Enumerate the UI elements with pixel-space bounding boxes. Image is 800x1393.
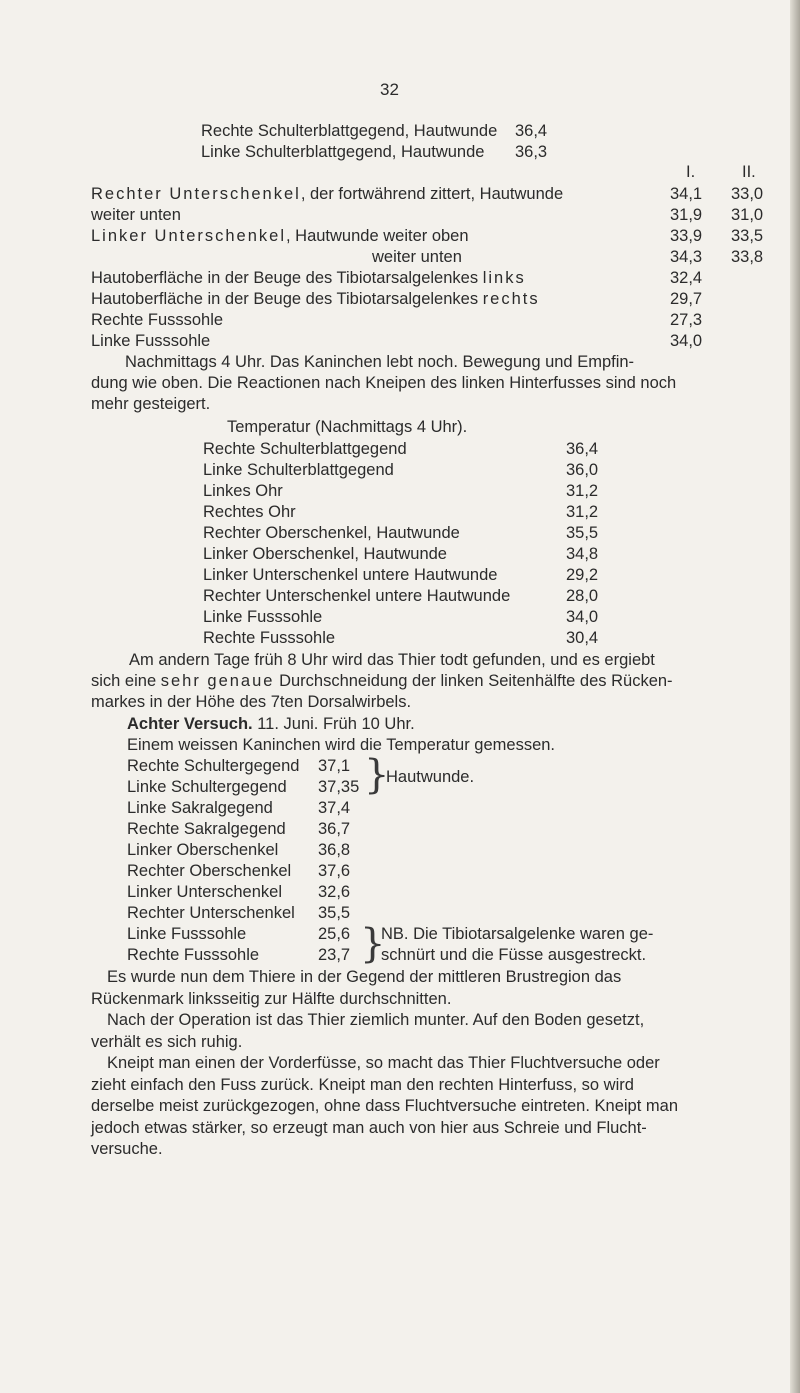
table-row-value: 31,2: [566, 482, 599, 500]
table-row-value: 34,8: [566, 545, 599, 563]
table-row-label: Rechte Schultergegend: [127, 757, 300, 775]
table-row-value: 31,2: [566, 503, 599, 521]
paragraph-line: Nach der Operation ist das Thier ziemlich munter. Auf den Boden gesetzt,: [107, 1011, 645, 1029]
table-row-label: Rechte Sakralgegend: [127, 820, 286, 838]
value-i: 34,0: [670, 332, 703, 350]
experiment-heading: [127, 716, 415, 733]
value-i: 33,9: [670, 227, 703, 245]
value-i: 27,3: [670, 311, 703, 329]
table-row-label: Linke Fusssohle: [127, 925, 247, 943]
table-row-value: 34,0: [566, 608, 599, 626]
table-row-value: 36,4: [566, 440, 599, 458]
paragraph-line: dung wie oben. Die Reactionen nach Kneipen des linken Hinterfusses sind noch: [91, 374, 677, 392]
table-row-label: Rechte Fusssohle: [91, 311, 224, 329]
table-row-value: 37,4: [318, 799, 351, 817]
text-run: sich eine: [91, 672, 157, 690]
table-row-label: Rechte Fusssohle: [127, 946, 260, 964]
value-i: 29,7: [670, 290, 703, 308]
table-row-label: Linke Fusssohle: [91, 332, 211, 350]
table-row-label: [91, 270, 526, 287]
table-row-value: 32,6: [318, 883, 351, 901]
emphasis: sehr genaue: [160, 672, 275, 690]
brace-label: Hautwunde.: [386, 768, 475, 786]
table-row-value: 36,4: [515, 122, 548, 140]
table-row-label: weiter unten: [91, 206, 181, 224]
table-row-label: Rechter Oberschenkel: [127, 862, 292, 880]
table-row-value: 36,3: [515, 143, 548, 161]
value-i: 34,1: [670, 185, 703, 203]
table-row-label: [91, 291, 540, 308]
label-rest: , Hautwunde weiter oben: [286, 227, 469, 245]
value-ii: 33,0: [731, 185, 764, 203]
table-row-label: Rechter Unterschenkel untere Hautwunde: [203, 587, 511, 605]
label-rest: Hautoberfläche in der Beuge des Tibiotarsalgelenkes: [91, 290, 479, 308]
paragraph-line: Nachmittags 4 Uhr. Das Kaninchen lebt noch. Bewegung und Empfin-: [125, 353, 635, 371]
emphasis: Linker Unterschenkel: [91, 227, 286, 245]
table-row-label: Linke Schulterblattgegend, Hautwunde: [201, 143, 485, 161]
table-row-label: Linker Oberschenkel, Hautwunde: [203, 545, 447, 563]
table-row-label: Linke Fusssohle: [203, 608, 323, 626]
value-ii: 33,5: [731, 227, 764, 245]
paragraph-line: Rückenmark linksseitig zur Hälfte durchschnitten.: [91, 990, 452, 1008]
emphasis: rechts: [482, 290, 540, 308]
experiment-date: 11. Juni. Früh 10 Uhr.: [257, 715, 415, 733]
paragraph-line: Am andern Tage früh 8 Uhr wird das Thier todt gefunden, und es ergiebt: [129, 651, 655, 669]
table-row-label: Linker Unterschenkel untere Hautwunde: [203, 566, 498, 584]
table-row-label: [91, 186, 563, 203]
table-row-label: Rechter Oberschenkel, Hautwunde: [203, 524, 460, 542]
table-row-label: Rechtes Ohr: [203, 503, 296, 521]
paragraph-line: mehr gesteigert.: [91, 395, 211, 413]
value-ii: 31,0: [731, 206, 764, 224]
table-row-value: 36,0: [566, 461, 599, 479]
table-row-value: 28,0: [566, 587, 599, 605]
text-run: Durchschneidung der linken Seitenhälfte des Rücken-: [279, 672, 673, 690]
brace-glyph: }: [364, 752, 390, 798]
paragraph-line: markes in der Höhe des 7ten Dorsalwirbels.: [91, 693, 412, 711]
table-row-label: Rechte Schulterblattgegend: [203, 440, 407, 458]
paragraph-line: Kneipt man einen der Vorderfüsse, so macht das Thier Fluchtversuche oder: [107, 1054, 660, 1072]
paragraph-line: verhält es sich ruhig.: [91, 1033, 243, 1051]
label-rest: , der fortwährend zittert, Hautwunde: [300, 185, 564, 203]
table-row-value: 29,2: [566, 566, 599, 584]
table-row-label: Linke Schultergegend: [127, 778, 287, 796]
table-row-value: 37,1: [318, 757, 351, 775]
table-row-label: Rechter Unterschenkel: [127, 904, 295, 922]
label-rest: Hautoberfläche in der Beuge des Tibiotarsalgelenkes: [91, 269, 479, 287]
table-row-value: 25,6: [318, 925, 351, 943]
table-row-value: 37,35: [318, 778, 360, 796]
emphasis: Rechter Unterschenkel: [91, 185, 301, 203]
table-row-label: Rechte Fusssohle: [203, 629, 336, 647]
section-heading: Temperatur (Nachmittags 4 Uhr).: [227, 418, 468, 436]
page-number: 32: [380, 80, 399, 99]
paragraph-line: [91, 673, 673, 690]
brace-glyph: }: [360, 921, 386, 967]
table-row-value: 36,7: [318, 820, 351, 838]
paragraph-line: derselbe meist zurückgezogen, ohne dass Fluchtversuche eintreten. Kneipt man: [91, 1097, 678, 1115]
table-row-label: Linke Sakralgegend: [127, 799, 273, 817]
table-row-label: Rechte Schulterblattgegend, Hautwunde: [201, 122, 498, 140]
note-line: schnürt und die Füsse ausgestreckt.: [381, 946, 647, 964]
column-header-ii: II.: [742, 163, 756, 181]
table-row-value: 37,6: [318, 862, 351, 880]
paragraph-line: jedoch etwas stärker, so erzeugt man auch von hier aus Schreie und Flucht-: [91, 1119, 647, 1137]
table-row-label: Linkes Ohr: [203, 482, 283, 500]
paragraph-line: versuche.: [91, 1140, 163, 1158]
table-row-label: Linker Oberschenkel: [127, 841, 279, 859]
experiment-title: Achter Versuch.: [127, 715, 253, 733]
table-row-value: 35,5: [318, 904, 351, 922]
table-row-label: [91, 228, 469, 245]
table-row-value: 36,8: [318, 841, 351, 859]
table-row-label: Linker Unterschenkel: [127, 883, 282, 901]
table-row-value: 30,4: [566, 629, 599, 647]
paragraph-line: Es wurde nun dem Thiere in der Gegend der mittleren Brustregion das: [107, 968, 622, 986]
paragraph-line: Einem weissen Kaninchen wird die Temperatur gemessen.: [127, 736, 556, 754]
table-row-label: weiter unten: [372, 248, 462, 266]
value-i: 31,9: [670, 206, 703, 224]
value-ii: 33,8: [731, 248, 764, 266]
value-i: 32,4: [670, 269, 703, 287]
table-row-value: 23,7: [318, 946, 351, 964]
note-line: NB. Die Tibiotarsalgelenke waren ge-: [381, 925, 654, 943]
emphasis: links: [482, 269, 526, 287]
table-row-label: Linke Schulterblattgegend: [203, 461, 394, 479]
value-i: 34,3: [670, 248, 703, 266]
table-row-value: 35,5: [566, 524, 599, 542]
paragraph-line: zieht einfach den Fuss zurück. Kneipt man den rechten Hinterfuss, so wird: [91, 1076, 634, 1094]
column-header-i: I.: [686, 163, 696, 181]
page-edge-shadow: [790, 0, 800, 1393]
